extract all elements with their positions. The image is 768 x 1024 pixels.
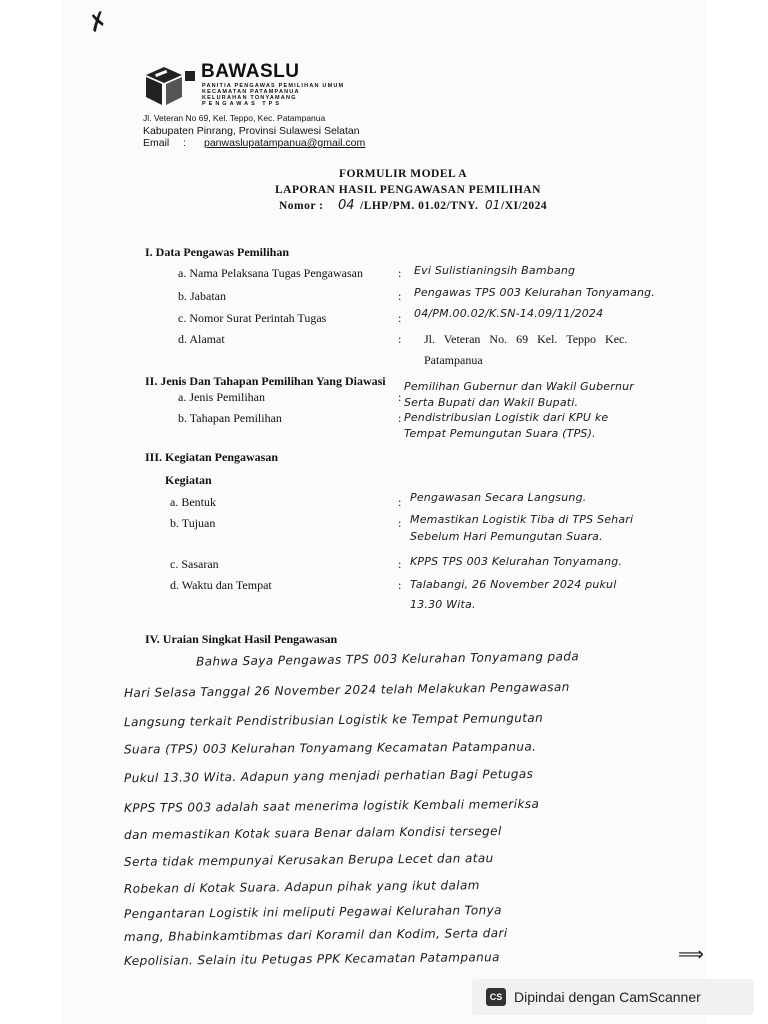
nomor-mid: /LHP/PM. 01.02/TNY. <box>360 200 479 212</box>
field-value: 04/PM.00.02/K.SN-14.09/11/2024 <box>414 307 604 320</box>
field-value: Pendistribusian Logistik dari KPU ke <box>404 411 609 424</box>
nomor-hand-2: 01 <box>485 198 501 212</box>
narrative-line: Suara (TPS) 003 Kelurahan Tonyamang Kecamatan Patampanua. <box>123 739 537 757</box>
org-region: Kabupaten Pinrang, Provinsi Sulawesi Selatan <box>143 125 360 137</box>
narrative-line: dan memastikan Kotak suara Benar dalam Kondisi tersegel <box>123 824 502 842</box>
field-colon: : <box>398 516 402 530</box>
field-label: b. Tujuan <box>170 516 216 530</box>
field-colon: : <box>398 332 402 346</box>
field-value: Jl. Veteran No. 69 Kel. Teppo Kec. <box>424 332 628 346</box>
section-3-heading: III. Kegiatan Pengawasan <box>145 450 279 464</box>
field-value: KPPS TPS 003 Kelurahan Tonyamang. <box>410 555 623 568</box>
narrative-line: Serta tidak mempunyai Kerusakan Berupa Lecet dan atau <box>123 851 494 869</box>
org-line: KECAMATAN PATAMPANUA <box>202 89 300 95</box>
field-label: b. Tahapan Pemilihan <box>178 411 282 425</box>
narrative-line: KPPS TPS 003 adalah saat menerima logistik Kembali memeriksa <box>123 796 540 816</box>
org-line: PENGAWAS TPS <box>202 101 283 107</box>
org-address: Jl. Veteran No 69, Kel. Teppo, Kec. Patampanua <box>143 113 326 123</box>
camscanner-text: Dipindai dengan CamScanner <box>514 989 701 1005</box>
field-colon: : <box>398 578 402 592</box>
bawaslu-logo-icon <box>142 63 198 109</box>
section-4-heading: IV. Uraian Singkat Hasil Pengawasan <box>145 632 338 646</box>
field-label: c. Nomor Surat Perintah Tugas <box>178 311 327 325</box>
section-1-heading: I. Data Pengawas Pemilihan <box>145 245 289 259</box>
section-3-subheading: Kegiatan <box>165 473 212 487</box>
continue-arrow-icon: ⟹ <box>678 944 704 965</box>
field-value-line-2: Sebelum Hari Pemungutan Suara. <box>410 530 603 543</box>
field-value: Pengawasan Secara Langsung. <box>410 491 587 504</box>
section-2-heading: II. Jenis Dan Tahapan Pemilihan Yang Diawasi <box>145 374 386 388</box>
report-title: LAPORAN HASIL PENGAWASAN PEMILIHAN <box>275 184 541 196</box>
form-title: FORMULIR MODEL A <box>339 168 468 180</box>
field-colon: : <box>398 390 402 404</box>
org-name: BAWASLU <box>201 61 300 82</box>
camscanner-icon: CS <box>486 988 506 1006</box>
field-value-line-2: Patampanua <box>424 353 483 367</box>
field-colon: : <box>398 266 402 280</box>
field-value-line-2: Tempat Pemungutan Suara (TPS). <box>404 427 596 440</box>
field-value: Memastikan Logistik Tiba di TPS Sehari <box>410 513 634 526</box>
field-colon: : <box>398 289 402 303</box>
nomor-hand-1: 04 <box>338 198 355 213</box>
margin-mark: ✗ <box>83 5 113 39</box>
field-value: Talabangi, 26 November 2024 pukul <box>410 578 617 591</box>
narrative-line: mang, Bhabinkamtibmas dari Koramil dan Kodim, Serta dari <box>123 925 508 945</box>
field-colon: : <box>398 311 402 325</box>
narrative-line: Hari Selasa Tanggal 26 November 2024 telah Melakukan Pengawasan <box>123 679 570 701</box>
field-label: a. Bentuk <box>170 495 216 509</box>
field-value: Pemilihan Gubernur dan Wakil Gubernur <box>404 380 635 393</box>
field-value-line-2: 13.30 Wita. <box>410 598 476 611</box>
nomor-suffix: /XI/2024 <box>501 200 548 212</box>
narrative-line: Kepolisian. Selain itu Petugas PPK Kecamatan Patampanua <box>123 950 500 968</box>
field-value: Pengawas TPS 003 Kelurahan Tonyamang. <box>414 286 656 299</box>
field-colon: : <box>398 495 402 509</box>
org-line: PANITIA PENGAWAS PEMILIHAN UMUM <box>202 83 345 89</box>
field-label: a. Jenis Pemilihan <box>178 390 265 404</box>
narrative-line: Robekan di Kotak Suara. Adapun pihak yang ikut dalam <box>123 878 480 896</box>
camscanner-watermark <box>472 979 754 1015</box>
narrative-line: Langsung terkait Pendistribusian Logistik ke Tempat Pemungutan <box>123 710 544 730</box>
narrative-line: Pukul 13.30 Wita. Adapun yang menjadi perhatian Bagi Petugas <box>123 766 534 786</box>
field-label: d. Alamat <box>178 332 225 346</box>
narrative-line: Bahwa Saya Pengawas TPS 003 Kelurahan Tonyamang pada <box>195 649 580 669</box>
field-colon: : <box>398 411 402 425</box>
field-value: Evi Sulistianingsih Bambang <box>414 264 576 277</box>
email-colon: : <box>183 137 186 149</box>
field-label: b. Jabatan <box>178 289 226 303</box>
narrative-line: Pengantaran Logistik ini meliputi Pegawai Kelurahan Tonya <box>123 903 502 921</box>
field-label: c. Sasaran <box>170 557 219 571</box>
org-line: KELURAHAN TONYAMANG <box>202 95 297 101</box>
field-label: d. Waktu dan Tempat <box>170 578 272 592</box>
email-label: Email <box>143 137 170 149</box>
scanned-page <box>62 0 706 1024</box>
field-colon: : <box>398 557 402 571</box>
nomor-prefix: Nomor : <box>279 200 324 212</box>
field-value-line-2: Serta Bupati dan Wakil Bupati. <box>404 396 579 409</box>
field-label: a. Nama Pelaksana Tugas Pengawasan <box>178 266 363 280</box>
email-link[interactable]: panwaslupatampanua@gmail.com <box>204 137 366 149</box>
